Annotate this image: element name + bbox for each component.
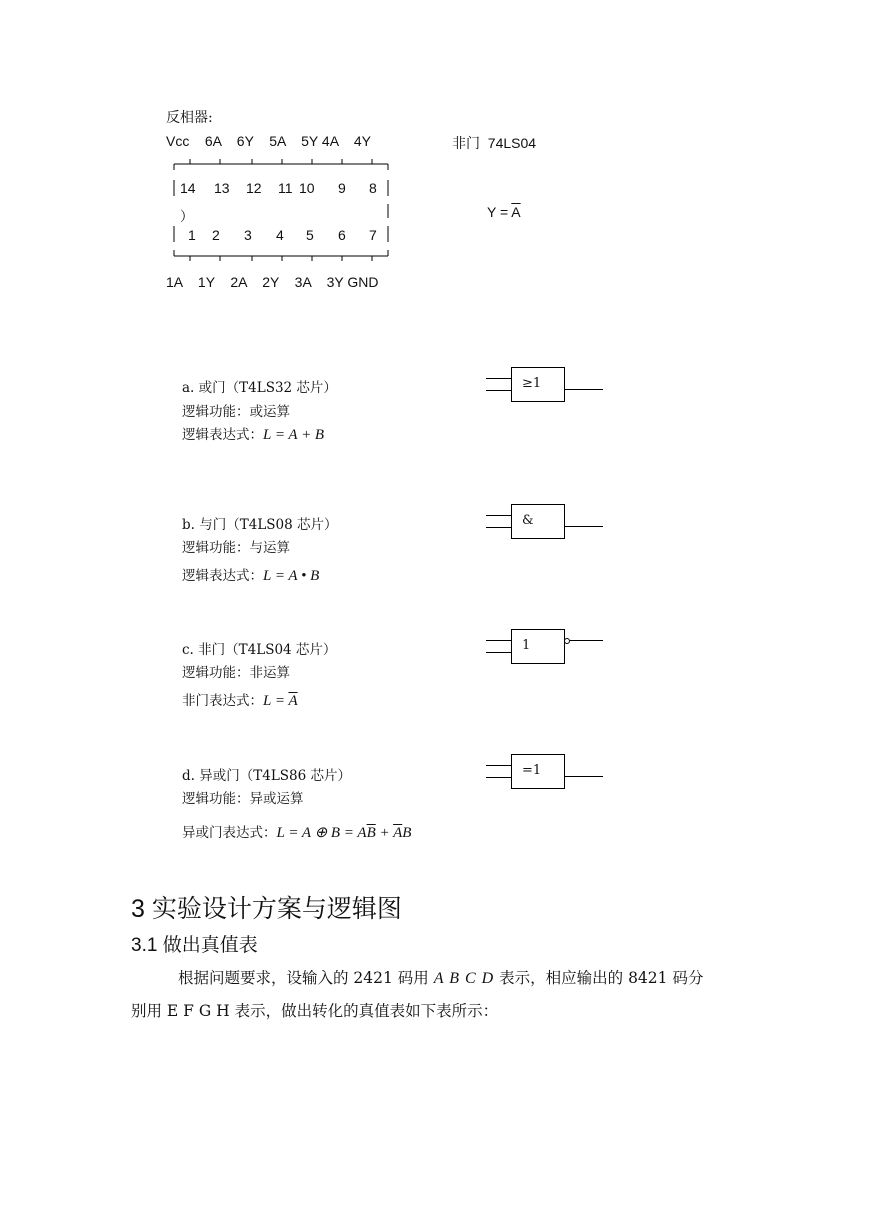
and-input-a-line — [486, 515, 512, 516]
inverter-title: 反相器: — [166, 110, 213, 126]
chip-paren: ） — [180, 209, 194, 225]
not-input-a-line — [486, 640, 512, 641]
pin-11: 11 — [278, 180, 293, 196]
not-expr-prefix: 非门表达式： — [182, 693, 263, 709]
chip-outline-diagram — [172, 156, 392, 266]
xor-gate-symbol — [511, 754, 565, 789]
para-vars: A B C D — [433, 970, 495, 987]
pin-6: 6 — [338, 227, 346, 243]
not-input-b-line — [486, 652, 512, 653]
and-output-line — [565, 526, 603, 527]
not-gate-function: 逻辑功能：非运算 — [182, 665, 290, 681]
not-output-bubble — [564, 638, 570, 644]
pin-14: 14 — [180, 180, 196, 196]
not-expr-var: $\overline{A}$ — [288, 693, 298, 709]
or-symbol-label: ≥1 — [522, 376, 542, 391]
xor-input-b-line — [486, 777, 512, 778]
pin-8: 8 — [369, 180, 377, 196]
and-input-b-line — [486, 527, 512, 528]
and-expr: L = A • B — [263, 568, 320, 584]
xor-expr-part3: B — [402, 825, 412, 841]
and-gate-title: b. 与门（T4LS08 芯片） — [182, 517, 338, 533]
expr-var-not: $\overline{A}$ — [511, 204, 521, 220]
xor-expr-part1: L = A ⊕ B = A — [276, 825, 367, 841]
or-input-a-line — [486, 378, 512, 379]
and-symbol-label: & — [522, 513, 534, 528]
pin-10: 10 — [299, 180, 315, 196]
section-heading: 3 实验设计方案与逻辑图 — [131, 895, 402, 923]
or-gate-title: a. 或门（T4LS32 芯片） — [182, 380, 337, 396]
pin-3: 3 — [244, 227, 252, 243]
inverter-bottom-pins: 1A 1Y 2A 2Y 3A 3Y GND — [166, 274, 379, 290]
not-gate-symbol — [511, 629, 565, 664]
or-expr-prefix: 逻辑表达式： — [182, 427, 263, 443]
xor-expr-bar2: $\overline{A}$ — [393, 825, 403, 841]
inverter-top-pins: Vcc 6A 6Y 5A 5Y 4A 4Y — [166, 133, 371, 149]
xor-gate-title: d. 异或门（T4LS86 芯片） — [182, 768, 352, 784]
not-output-line — [570, 640, 603, 641]
pin-1: 1 — [188, 227, 196, 243]
xor-gate-expression — [182, 821, 411, 842]
xor-expr-bar1: $\overline{B}$ — [366, 825, 376, 841]
inverter-side-label: 非门 74LS04 — [452, 135, 537, 151]
xor-expr-part2: + — [375, 825, 394, 841]
not-expr-lhs: L = — [263, 693, 289, 709]
section-subheading: 3.1 做出真值表 — [131, 935, 258, 956]
or-output-line — [565, 389, 603, 390]
or-gate-symbol — [511, 367, 565, 402]
para-line1-b: 表示，相应输出的 8421 码分 — [494, 969, 704, 987]
and-gate-symbol — [511, 504, 565, 539]
or-input-b-line — [486, 390, 512, 391]
xor-output-line — [565, 776, 603, 777]
pin-5: 5 — [306, 227, 314, 243]
and-gate-expression — [182, 564, 319, 585]
expr-lhs: Y = — [487, 204, 512, 220]
inverter-expression — [487, 204, 521, 220]
not-gate-title: c. 非门（T4LS04 芯片） — [182, 642, 337, 658]
paragraph-line-2: 别用 E F G H 表示，做出转化的真值表如下表所示： — [131, 1002, 499, 1020]
xor-expr-prefix: 异或门表达式： — [182, 825, 277, 841]
or-gate-expression — [182, 423, 324, 444]
not-gate-expression — [182, 689, 298, 710]
or-gate-function: 逻辑功能：或运算 — [182, 404, 290, 420]
not-symbol-label: 1 — [522, 638, 531, 653]
paragraph-line-1 — [178, 966, 703, 988]
xor-gate-function: 逻辑功能：异或运算 — [182, 791, 304, 807]
pin-12: 12 — [246, 180, 262, 196]
pin-4: 4 — [276, 227, 284, 243]
para-line1-a: 根据问题要求，设输入的 2421 码用 — [178, 969, 434, 987]
xor-input-a-line — [486, 765, 512, 766]
xor-symbol-label: =1 — [522, 763, 542, 778]
pin-9: 9 — [338, 180, 346, 196]
pin-2: 2 — [212, 227, 220, 243]
and-expr-prefix: 逻辑表达式： — [182, 568, 263, 584]
or-expr: L = A + B — [263, 427, 325, 443]
and-gate-function: 逻辑功能：与运算 — [182, 540, 290, 556]
pin-13: 13 — [214, 180, 230, 196]
pin-7: 7 — [369, 227, 377, 243]
